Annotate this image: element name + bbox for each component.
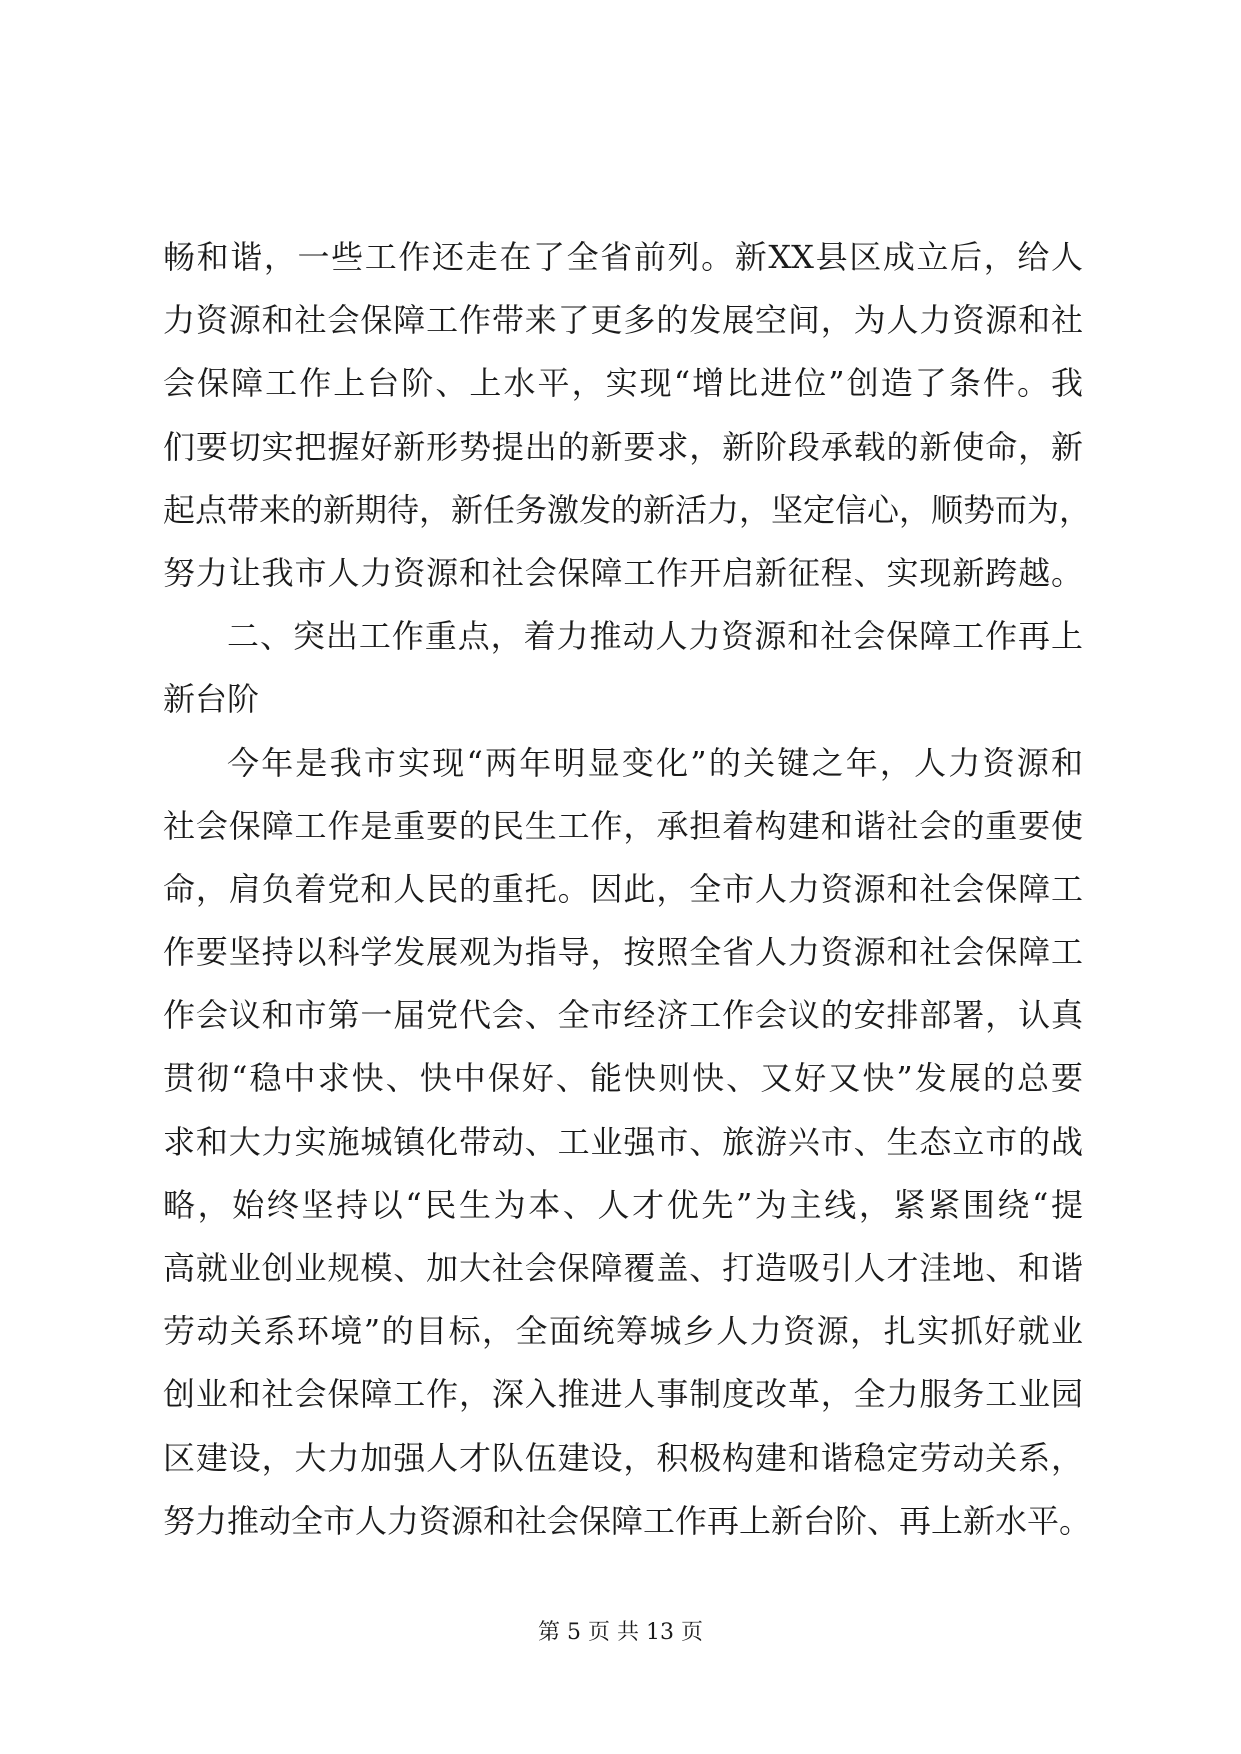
text-line: 起点带来的新期待，新任务激发的新活力，坚定信心，顺势而为， [163, 490, 1092, 529]
text-line: 求和大力实施城镇化带动、工业强市、旅游兴市、生态立市的战 [163, 1122, 1083, 1161]
text-line: 作会议和市第一届党代会、全市经济工作会议的安排部署，认真 [163, 996, 1083, 1035]
text-line: 努力推动全市人力资源和社会保障工作再上新台阶、再上新水平。 [163, 1501, 1092, 1540]
text-line: 新台阶 [163, 680, 260, 719]
text-line: 劳动关系环境”的目标，全面统筹城乡人力资源，扎实抓好就业 [163, 1312, 1083, 1351]
body-text [163, 226, 1092, 1553]
text-line: 命，肩负着党和人民的重托。因此，全市人力资源和社会保障工 [163, 869, 1083, 908]
text-line: 畅和谐，一些工作还走在了全省前列。新XX县区成立后，给人 [163, 238, 1083, 276]
text-line: 力资源和社会保障工作带来了更多的发展空间，为人力资源和社 [163, 301, 1083, 340]
text-line: 区建设，大力加强人才队伍建设，积极构建和谐稳定劳动关系， [163, 1438, 1083, 1477]
text-line: 们要切实把握好新形势提出的新要求，新阶段承载的新使命，新 [163, 427, 1083, 466]
text-line: 作要坚持以科学发展观为指导，按照全省人力资源和社会保障工 [163, 933, 1083, 972]
text-line: 努力让我市人力资源和社会保障工作开启新征程、实现新跨越。 [163, 553, 1083, 592]
text-line: 贯彻“稳中求快、快中保好、能快则快、又好又快”发展的总要 [163, 1059, 1083, 1098]
text-line: 高就业创业规模、加大社会保障覆盖、打造吸引人才洼地、和谐 [163, 1249, 1083, 1287]
text-line: 二、突出工作重点，着力推动人力资源和社会保障工作再上 [227, 617, 1083, 656]
text-line: 会保障工作上台阶、上水平，实现“增比进位”创造了条件。我 [163, 364, 1083, 403]
text-line: 社会保障工作是重要的民生工作，承担着构建和谐社会的重要使 [163, 806, 1083, 845]
text-line: 创业和社会保障工作，深入推进人事制度改革，全力服务工业园 [163, 1375, 1083, 1414]
text-line: 今年是我市实现“两年明显变化”的关键之年，人力资源和 [227, 743, 1083, 782]
text-line: 略，始终坚持以“民生为本、人才优先”为主线，紧紧围绕“提 [163, 1185, 1083, 1224]
page-footer: 第 5 页 共 13 页 [538, 1620, 703, 1645]
